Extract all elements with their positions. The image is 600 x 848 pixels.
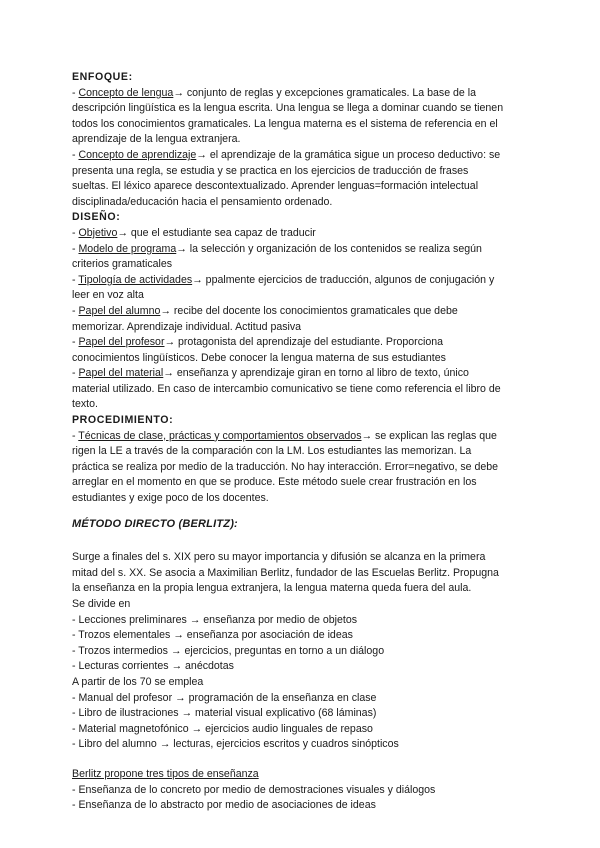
- enfoque-heading: ENFOQUE:: [72, 71, 133, 83]
- metodo-directo-title: MÉTODO DIRECTO (BERLITZ):: [72, 517, 238, 530]
- diseno-item-tipologia-actividades: - Tipología de actividades→ ppalmente ejercicios de traducción, algunos de conjugación y leer en voz alta: [72, 273, 495, 302]
- list-item: - Enseñanza de lo abstracto por medio de asociaciones de ideas: [72, 799, 376, 812]
- desde-70-label: A partir de los 70 se emplea: [72, 675, 204, 688]
- diseno-item-papel-alumno: - Papel del alumno→ recibe del docente los conocimientos gramaticales que debe memorizar. Aprendizaje individual. Actitud pasiva: [72, 304, 458, 333]
- term-concepto-lengua: Concepto de lengua: [78, 86, 174, 99]
- list-item: - Lecturas corrientes → anécdotas: [72, 660, 234, 673]
- term-concepto-aprendizaje: Concepto de aprendizaje: [78, 148, 197, 161]
- list-item: - Trozos intermedios → ejercicios, preguntas en torno a un diálogo: [72, 644, 385, 657]
- list-item: - Lecciones preliminares → enseñanza por medio de objetos: [72, 613, 358, 626]
- enfoque-item-concepto-aprendizaje: - Concepto de aprendizaje→ el aprendizaje de la gramática sigue un proceso deductivo: se presenta una regla, se estudia y se practica en los ejercicios de traducción de frases sueltas. El léxico aparece descontextualizado. Aprender lenguas=formación intelectual disciplinada/educación hacia el pensamiento ordenado.: [72, 148, 501, 208]
- metodo-directo-intro: Surge a finales del s. XIX pero su mayor importancia y difusión se alcanza en la primera mitad del s. XX. Se asocia a Maximilian Berlitz, fundador de las Escuelas Berlitz. Propugna la enseñanza en la propia lengua extranjera, la lengua materna queda fuera del aula. Se divide en: [72, 551, 499, 610]
- term-papel-material: Papel del material: [78, 367, 164, 380]
- list-item: - Manual del profesor → programación de la enseñanza en clase: [72, 691, 377, 704]
- term-tecnicas-clase: Técnicas de clase, prácticas y comportamientos observados: [78, 429, 362, 442]
- diseno-item-papel-material: - Papel del material→ enseñanza y aprendizaje giran en torno al libro de texto, único material utilizado. En caso de intercambio comunicativo se tiene como referencia el libro de texto.: [72, 367, 501, 411]
- procedimiento-item-tecnicas: - Técnicas de clase, prácticas y comportamientos observados→ se explican las reglas que rigen la LE a través de la comparación con la LM. Los estudiantes las memorizan. La práctica se realiza por medio de la traducción. No hay interacción. Error=negativo, se debe arreglar en el momento en que se produce. Este método suele crear frustración en los estudiantes y exige poco de los docentes.: [72, 429, 499, 505]
- tipos-heading: Berlitz propone tres tipos de enseñanza: [72, 767, 259, 780]
- list-item: - Material magnetofónico → ejercicios audio linguales de repaso: [72, 722, 373, 735]
- term-papel-alumno: Papel del alumno: [78, 304, 161, 317]
- term-modelo-programa: Modelo de programa: [78, 242, 177, 255]
- term-tipologia-actividades: Tipología de actividades: [78, 273, 193, 286]
- diseno-item-modelo-programa: - Modelo de programa→ la selección y organización de los contenidos se realiza según criterios gramaticales: [72, 242, 482, 271]
- procedimiento-heading: PROCEDIMIENTO:: [72, 414, 174, 427]
- divisiones-list: [72, 613, 530, 675]
- diseno-item-papel-profesor: - Papel del profesor→ protagonista del aprendizaje del estudiante. Proporciona conocimientos lingüísticos. Debe conocer la lengua materna de sus estudiantes: [72, 336, 446, 364]
- list-item: - Enseñanza de lo concreto por medio de demostraciones visuales y diálogos: [72, 783, 436, 796]
- term-papel-profesor: Papel del profesor: [78, 336, 165, 349]
- diseno-item-objetivo: - Objetivo→ que el estudiante sea capaz de traducir: [72, 226, 316, 239]
- materiales-list: [72, 691, 530, 753]
- diseno-heading: DISEÑO:: [72, 211, 121, 224]
- list-item: - Trozos elementales → enseñanza por asociación de ideas: [72, 629, 353, 642]
- list-item: - Libro del alumno → lecturas, ejercicios escritos y cuadros sinópticos: [72, 738, 399, 751]
- tipos-list: [72, 783, 530, 814]
- list-item: - Libro de ilustraciones → material visual explicativo (68 láminas): [72, 707, 377, 720]
- term-objetivo: Objetivo: [78, 226, 118, 239]
- enfoque-item-concepto-lengua: - Concepto de lengua→ conjunto de reglas y excepciones gramaticales. La base de la descripción lingüística es la lengua escrita. Una lengua se llega a dominar cuando se tienen todos los conocimientos gramaticales. La lengua materna es el sistema de referencia en el aprendizaje de la lengua extranjera.: [72, 86, 504, 146]
